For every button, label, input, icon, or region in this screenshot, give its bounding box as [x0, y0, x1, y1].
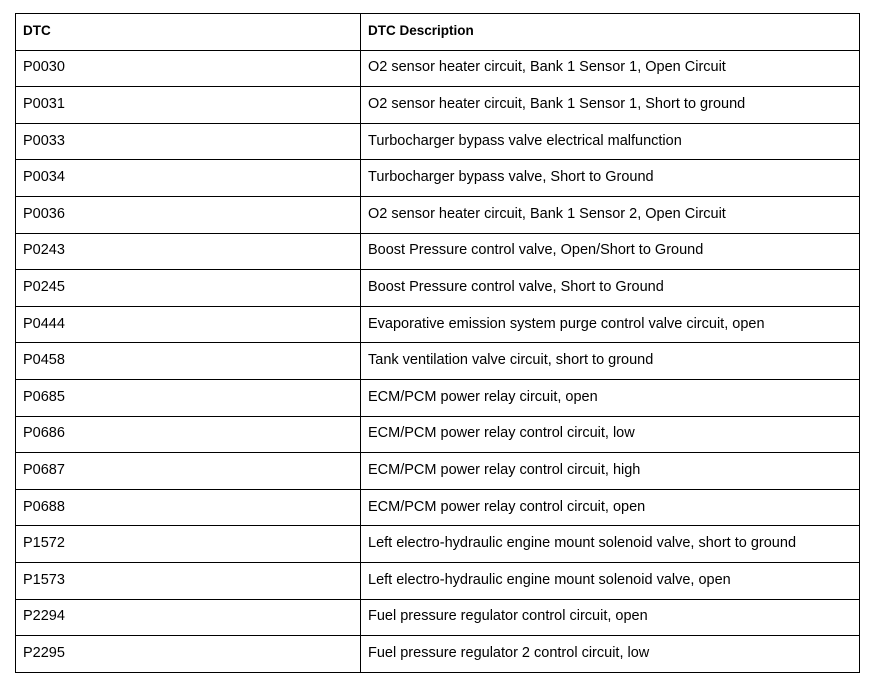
dtc-code-cell: P0687 — [16, 453, 361, 490]
dtc-code-cell: P0030 — [16, 50, 361, 87]
table-row — [16, 562, 860, 599]
dtc-description-cell: ECM/PCM power relay circuit, open — [361, 379, 860, 416]
table-row — [16, 123, 860, 160]
dtc-description-cell: Evaporative emission system purge control valve circuit, open — [361, 306, 860, 343]
table-header — [16, 14, 860, 51]
dtc-code-cell: P0444 — [16, 306, 361, 343]
dtc-code-cell: P2295 — [16, 636, 361, 673]
dtc-code-cell: P0034 — [16, 160, 361, 197]
dtc-code-cell: P1572 — [16, 526, 361, 563]
dtc-description-cell: Turbocharger bypass valve electrical malfunction — [361, 123, 860, 160]
dtc-code-cell: P0686 — [16, 416, 361, 453]
dtc-description-cell: Boost Pressure control valve, Short to Ground — [361, 270, 860, 307]
dtc-code-cell: P0036 — [16, 196, 361, 233]
dtc-code-cell: P0685 — [16, 379, 361, 416]
dtc-code-cell: P0458 — [16, 343, 361, 380]
table-row — [16, 379, 860, 416]
dtc-description-cell: O2 sensor heater circuit, Bank 1 Sensor 2, Open Circuit — [361, 196, 860, 233]
dtc-table — [15, 13, 860, 673]
table-row — [16, 160, 860, 197]
table-row — [16, 416, 860, 453]
table-body — [16, 50, 860, 672]
table-header-row — [16, 14, 860, 51]
dtc-code-cell: P0031 — [16, 87, 361, 124]
table-row — [16, 343, 860, 380]
dtc-description-cell: O2 sensor heater circuit, Bank 1 Sensor 1, Open Circuit — [361, 50, 860, 87]
table-row — [16, 306, 860, 343]
dtc-code-cell: P0688 — [16, 489, 361, 526]
table-row — [16, 599, 860, 636]
dtc-description-cell: Fuel pressure regulator control circuit, open — [361, 599, 860, 636]
table-row — [16, 270, 860, 307]
dtc-description-cell: ECM/PCM power relay control circuit, open — [361, 489, 860, 526]
dtc-description-cell: Left electro-hydraulic engine mount solenoid valve, short to ground — [361, 526, 860, 563]
dtc-description-cell: Boost Pressure control valve, Open/Short to Ground — [361, 233, 860, 270]
dtc-description-cell: ECM/PCM power relay control circuit, low — [361, 416, 860, 453]
dtc-description-cell: Tank ventilation valve circuit, short to ground — [361, 343, 860, 380]
table-row — [16, 526, 860, 563]
dtc-description-cell: Left electro-hydraulic engine mount solenoid valve, open — [361, 562, 860, 599]
table-row — [16, 636, 860, 673]
dtc-code-cell: P0243 — [16, 233, 361, 270]
table-row — [16, 233, 860, 270]
column-header-dtc-description: DTC Description — [361, 14, 860, 51]
dtc-description-cell: Fuel pressure regulator 2 control circuit, low — [361, 636, 860, 673]
dtc-code-cell: P0245 — [16, 270, 361, 307]
dtc-description-cell: ECM/PCM power relay control circuit, high — [361, 453, 860, 490]
dtc-description-cell: Turbocharger bypass valve, Short to Ground — [361, 160, 860, 197]
table-row — [16, 453, 860, 490]
table-row — [16, 489, 860, 526]
table-row — [16, 196, 860, 233]
column-header-dtc: DTC — [16, 14, 361, 51]
dtc-code-cell: P1573 — [16, 562, 361, 599]
dtc-code-cell: P2294 — [16, 599, 361, 636]
table-row — [16, 87, 860, 124]
table-row — [16, 50, 860, 87]
dtc-code-cell: P0033 — [16, 123, 361, 160]
dtc-description-cell: O2 sensor heater circuit, Bank 1 Sensor 1, Short to ground — [361, 87, 860, 124]
